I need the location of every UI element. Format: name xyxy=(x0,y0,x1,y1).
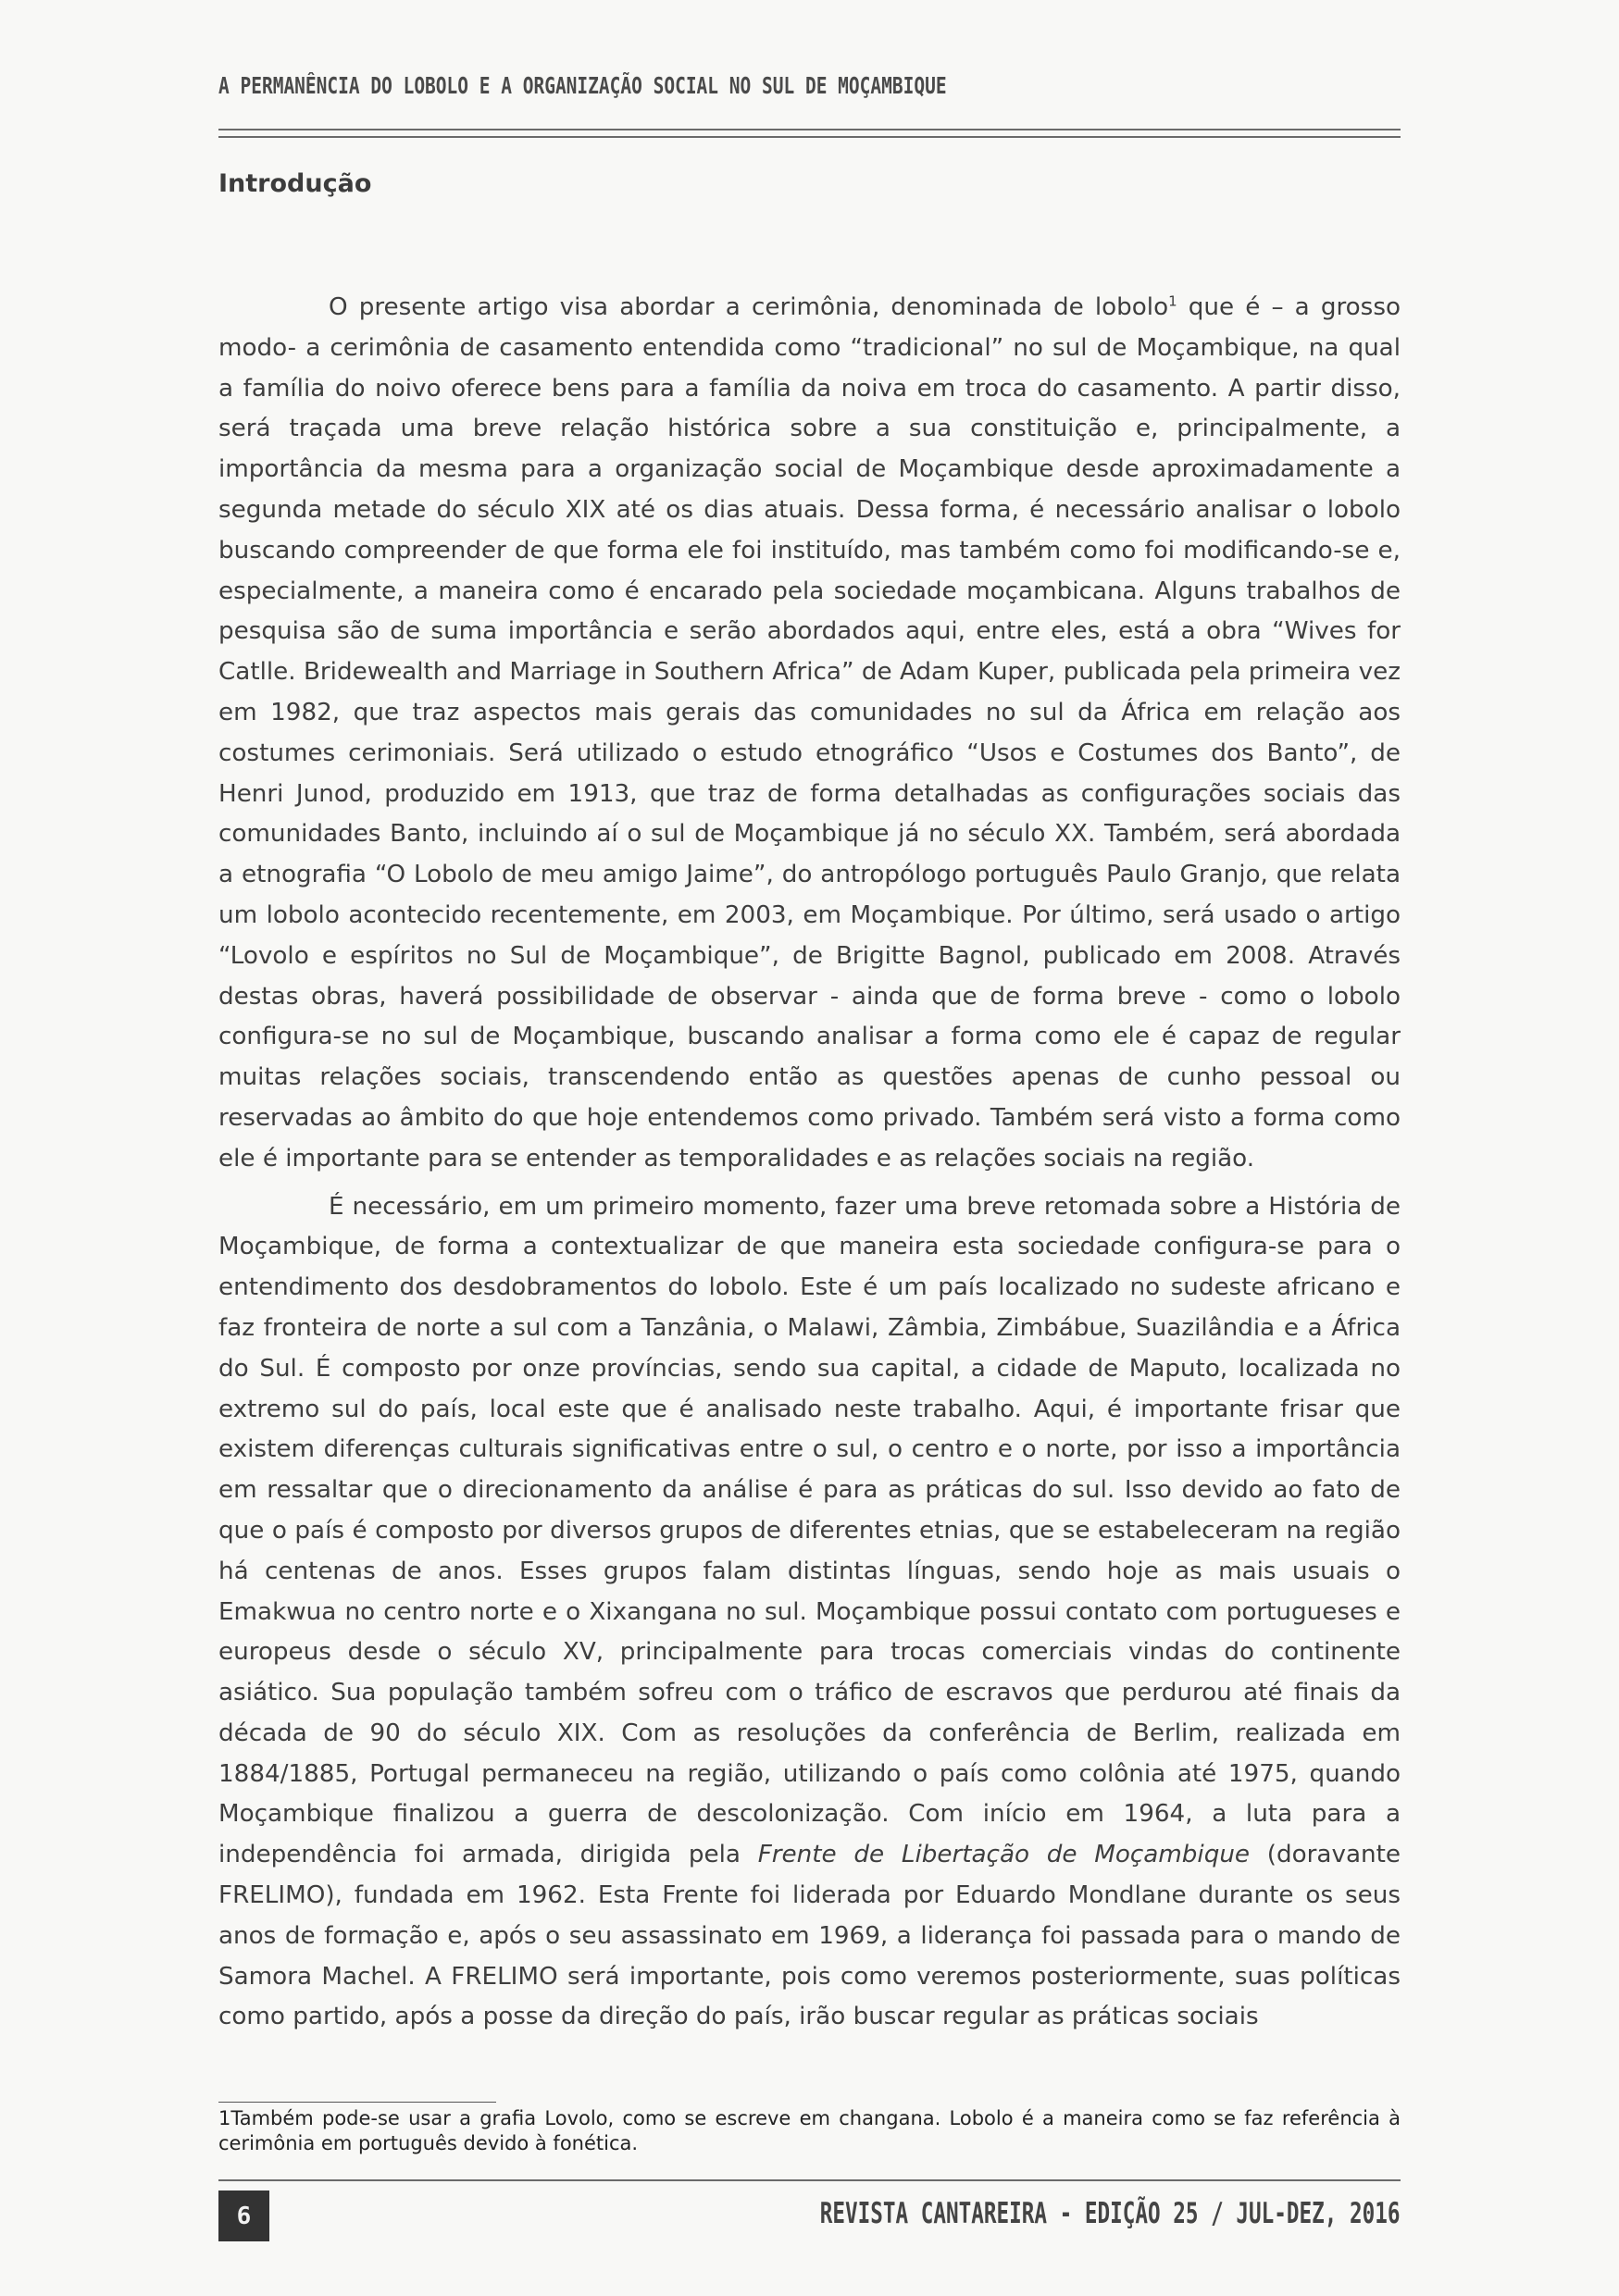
paragraph-2 xyxy=(218,1187,1401,2039)
paragraph-1-text-b: que é – a grosso modo- a cerimônia de casamento entendida como “tradicional” no sul de Moçambique, na qual a família do noivo oferece bens para a família da noiva em troca do casamento. A partir disso, será traçada uma breve relação histórica sobre a sua constituição e, principalmente, a importância da mesma para a organização social de Moçambique desde aproximadamente a segunda metade do século XIX até os dias atuais. Dessa forma, é necessário analisar o lobolo buscando compreender de que forma ele foi instituído, mas também como foi modificando-se e, especialmente, a maneira como é encarado pela sociedade moçambicana. Alguns trabalhos de pesquisa são de suma importância e serão abordados aqui, entre eles, está a obra “Wives for Catlle. Bridewealth and Marriage in Southern Africa” de Adam Kuper, publicada pela primeira vez em 1982, que traz aspectos mais gerais das comunidades no sul da África em relação aos costumes cerimoniais. Será utilizado o estudo etnográfico “Usos e Costumes dos Banto”, de Henri Junod, produzido em 1913, que traz de forma detalhadas as configurações sociais das comunidades Banto, incluindo aí o sul de Moçambique já no século XX. Também, será abordada a etnografia “O Lobolo de meu amigo Jaime”, do antropólogo português Paulo Granjo, que relata um lobolo acontecido recentemente, em 2003, em Moçambique. Por último, será usado o artigo “Lovolo e espíritos no Sul de Moçambique”, de Brigitte Bagnol, publicado em 2008. Através destas obras, haverá possibilidade de observar - ainda que de forma breve - como o lobolo configura-se no sul de Moçambique, buscando analisar a forma como ele é capaz de regular muitas relações sociais, transcendendo então as questões apenas de cunho pessoal ou reservadas ao âmbito do que hoje entendemos como privado. Também será visto a forma como ele é importante para se entender as temporalidades e as relações sociais na região. xyxy=(218,293,1401,1173)
footnote-separator xyxy=(218,2102,496,2103)
footnote-reference[interactable]: 1 xyxy=(1168,292,1177,310)
paragraph-2-text-b: (doravante FRELIMO), fundada em 1962. Esta Frente foi liderada por Eduardo Mondlane durante os seus anos de formação e, após o seu assassinato em 1969, a liderança foi passada para o mando de Samora Machel. A FRELIMO será importante, pois como veremos posteriormente, suas políticas como partido, após a posse da direção do país, irão buscar regular as práticas sociais xyxy=(218,1841,1401,2031)
header-rule-bottom xyxy=(218,136,1401,138)
page-number: 6 xyxy=(218,2191,269,2241)
footer-rule xyxy=(218,2179,1401,2181)
journal-footer: REVISTA CANTAREIRA - EDIÇÃO 25 / JUL-DEZ, 2016 xyxy=(820,2197,1401,2230)
paragraph-2-italic-term: Frente de Libertação de Moçambique xyxy=(757,1841,1251,1869)
running-header: A PERMANÊNCIA DO LOBOLO E A ORGANIZAÇÃO SOCIAL NO SUL DE MOÇAMBIQUE xyxy=(218,72,947,99)
article-body xyxy=(218,288,1401,2045)
paragraph-1-text-a: O presente artigo visa abordar a cerimônia, denominada de lobolo xyxy=(329,293,1169,321)
header-rule-top xyxy=(218,129,1401,130)
section-title: Introdução xyxy=(218,169,372,198)
paragraph-2-text-a: É necessário, em um primeiro momento, fazer uma breve retomada sobre a História de Moçambique, de forma a contextualizar de que maneira esta sociedade configura-se para o entendimento dos desdobramentos do lobolo. Este é um país localizado no sudeste africano e faz fronteira de norte a sul com a Tanzânia, o Malawi, Zâmbia, Zimbábue, Suazilândia e a África do Sul. É composto por onze províncias, sendo sua capital, a cidade de Maputo, localizada no extremo sul do país, local este que é analisado neste trabalho. Aqui, é importante frisar que existem diferenças culturais significativas entre o sul, o centro e o norte, por isso a importância em ressaltar que o direcionamento da análise é para as práticas do sul. Isso devido ao fato de que o país é composto por diversos grupos de diferentes etnias, que se estabeleceram na região há centenas de anos. Esses grupos falam distintas línguas, sendo hoje as mais usuais o Emakwua no centro norte e o Xixangana no sul. Moçambique possui contato com portugueses e europeus desde o século XV, principalmente para trocas comerciais vindas do continente asiático. Sua população também sofreu com o tráfico de escravos que perdurou até finais da década de 90 do século XIX. Com as resoluções da conferência de Berlim, realizada em 1884/1885, Portugal permaneceu na região, utilizando o país como colônia até 1975, quando Moçambique finalizou a guerra de descolonização. Com início em 1964, a luta para a independência foi armada, dirigida pela xyxy=(218,1192,1401,1869)
footnote: 1Também pode-se usar a grafia Lovolo, como se escreve em changana. Lobolo é a maneira como se faz referência à cerimônia em português devido à fonética. xyxy=(218,2107,1401,2154)
paragraph-1 xyxy=(218,288,1401,1180)
